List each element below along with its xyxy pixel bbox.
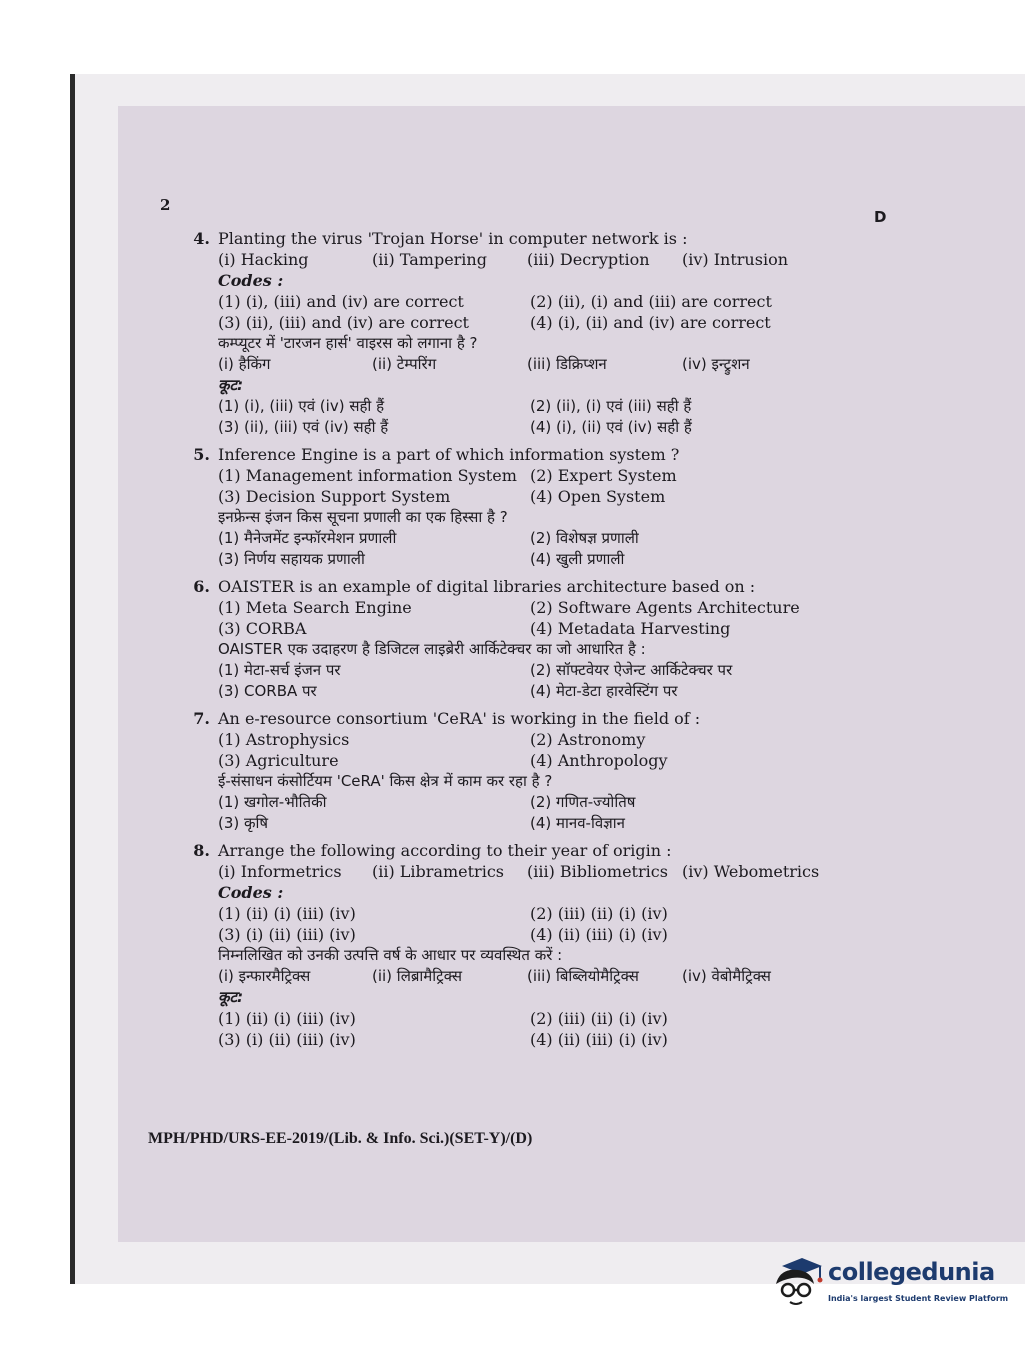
options-en	[218, 618, 820, 639]
code-option: (3) (i) (ii) (iii) (iv)	[218, 1030, 356, 1049]
option: (i) हैकिंग	[218, 355, 271, 373]
codes-row-hi	[218, 396, 820, 417]
code-option: (3) (i) (ii) (iii) (iv)	[218, 925, 356, 944]
set-letter: D	[874, 208, 887, 226]
codes-label: Codes :	[218, 271, 284, 290]
option: (3) निर्णय सहायक प्रणाली	[218, 550, 365, 568]
code-option: (2) (ii), (i) एवं (iii) सही हैं	[530, 397, 692, 415]
option: (3) CORBA	[218, 619, 307, 638]
question-text-en: Arrange the following according to their year of origin :	[218, 841, 672, 860]
graduate-mascot-icon	[772, 1254, 824, 1310]
question-4	[180, 228, 820, 438]
question-text-hi: कम्प्यूटर में 'टारजन हार्स' वाइरस को लगाना है ?	[218, 334, 478, 352]
codes-row	[218, 312, 820, 333]
option: (ii) Tampering	[372, 250, 487, 269]
codes-row-hi	[218, 1008, 820, 1029]
options-en	[218, 597, 820, 618]
question-text-hi: इनफ्रेन्स इंजन किस सूचना प्रणाली का एक हिस्सा है ?	[218, 508, 508, 526]
options-en	[218, 750, 820, 771]
option: (iv) वेबोमैट्रिक्स	[682, 967, 771, 985]
option: (1) Meta Search Engine	[218, 598, 412, 617]
option: (3) कृषि	[218, 814, 269, 832]
option: (1) मेटा-सर्च इंजन पर	[218, 661, 341, 679]
option: (2) Astronomy	[530, 730, 646, 749]
options-hi	[218, 528, 820, 549]
option: (iii) बिब्लियोमैट्रिक्स	[527, 967, 639, 985]
option: (iii) Decryption	[527, 250, 650, 269]
option: (4) Anthropology	[530, 751, 668, 770]
option: (2) Expert System	[530, 466, 677, 485]
option: (ii) टेम्परिंग	[372, 355, 437, 373]
collegedunia-logo[interactable]	[772, 1254, 1009, 1314]
question-number: 6.	[193, 577, 210, 596]
code-option: (1) (i), (iii) and (iv) are correct	[218, 292, 464, 311]
options-hi	[218, 681, 820, 702]
code-option: (2) (ii), (i) and (iii) are correct	[530, 292, 772, 311]
codes-label-hi: कूट:	[218, 988, 244, 1006]
codes-row	[218, 291, 820, 312]
options-en	[218, 486, 820, 507]
codes-row	[218, 903, 820, 924]
code-option: (3) (ii), (iii) एवं (iv) सही हैं	[218, 418, 389, 436]
questions-container	[180, 228, 820, 1050]
options-hi	[218, 354, 820, 375]
question-text-en: An e-resource consortium 'CeRA' is working in the field of :	[218, 709, 701, 728]
question-text-en: Planting the virus 'Trojan Horse' in computer network is :	[218, 229, 688, 248]
option: (3) Agriculture	[218, 751, 339, 770]
code-option: (3) (ii), (iii) and (iv) are correct	[218, 313, 469, 332]
option: (1) Astrophysics	[218, 730, 350, 749]
code-option: (2) (iii) (ii) (i) (iv)	[530, 1009, 668, 1028]
logo-name: collegedunia	[828, 1258, 995, 1286]
options-hi	[218, 966, 820, 987]
paper-code-footer: MPH/PHD/URS-EE-2019/(Lib. & Info. Sci.)(SET-Y)/(D)	[148, 1130, 533, 1147]
question-text-en: Inference Engine is a part of which information system ?	[218, 445, 680, 464]
question-6	[180, 576, 820, 702]
option: (4) मेटा-डेटा हारवेस्टिंग पर	[530, 682, 678, 700]
option: (2) गणित-ज्योतिष	[530, 793, 636, 811]
question-text-en: OAISTER is an example of digital libraries architecture based on :	[218, 577, 756, 596]
question-8	[180, 840, 820, 1050]
option: (iii) Bibliometrics	[527, 862, 668, 881]
option: (3) Decision Support System	[218, 487, 451, 506]
page-number: 2	[160, 196, 171, 214]
question-text-hi: OAISTER एक उदाहरण है डिजिटल लाइब्रेरी आर्किटेक्चर का जो आधारित है :	[218, 640, 646, 658]
option: (ii) लिब्रामैट्रिक्स	[372, 967, 462, 985]
logo-tagline: India's largest Student Review Platform	[828, 1294, 1009, 1303]
options-en	[218, 861, 820, 882]
question-7	[180, 708, 820, 834]
options-hi	[218, 792, 820, 813]
option: (2) विशेषज्ञ प्रणाली	[530, 529, 639, 547]
option: (2) सॉफ्टवेयर ऐजेन्ट आर्किटेक्चर पर	[530, 661, 733, 679]
option: (1) मैनेजमेंट इन्फॉरमेशन प्रणाली	[218, 529, 397, 547]
code-option: (4) (ii) (iii) (i) (iv)	[530, 1030, 668, 1049]
option: (2) Software Agents Architecture	[530, 598, 800, 617]
options-hi	[218, 813, 820, 834]
codes-label-hi: कूट:	[218, 376, 244, 394]
option: (iv) Intrusion	[682, 250, 788, 269]
option: (iii) डिक्रिप्शन	[527, 355, 607, 373]
option: (4) Open System	[530, 487, 666, 506]
option: (i) Hacking	[218, 250, 309, 269]
option: (iv) Webometrics	[682, 862, 820, 881]
question-text-hi: ई-संसाधन कंसोर्टियम 'CeRA' किस क्षेत्र में काम कर रहा है ?	[218, 772, 553, 790]
option: (i) Informetrics	[218, 862, 342, 881]
options-hi	[218, 549, 820, 570]
option: (ii) Librametrics	[372, 862, 504, 881]
option: (3) CORBA पर	[218, 682, 317, 700]
question-text-hi: निम्नलिखित को उनकी उत्पत्ति वर्ष के आधार पर व्यवस्थित करें :	[218, 946, 563, 964]
codes-label: Codes :	[218, 883, 284, 902]
scan-border	[70, 74, 75, 1284]
options-hi	[218, 660, 820, 681]
code-option: (1) (i), (iii) एवं (iv) सही हैं	[218, 397, 385, 415]
options-en	[218, 249, 820, 270]
option: (4) मानव-विज्ञान	[530, 814, 625, 832]
question-5	[180, 444, 820, 570]
option: (1) Management information System	[218, 466, 517, 485]
code-option: (2) (iii) (ii) (i) (iv)	[530, 904, 668, 923]
question-number: 8.	[193, 841, 210, 860]
question-number: 7.	[193, 709, 210, 728]
code-option: (4) (ii) (iii) (i) (iv)	[530, 925, 668, 944]
code-option: (1) (ii) (i) (iii) (iv)	[218, 1009, 356, 1028]
code-option: (4) (i), (ii) एवं (iv) सही हैं	[530, 418, 692, 436]
option: (1) खगोल-भौतिकी	[218, 793, 327, 811]
option: (4) खुली प्रणाली	[530, 550, 625, 568]
code-option: (4) (i), (ii) and (iv) are correct	[530, 313, 771, 332]
codes-row-hi	[218, 417, 820, 438]
option: (4) Metadata Harvesting	[530, 619, 731, 638]
code-option: (1) (ii) (i) (iii) (iv)	[218, 904, 356, 923]
options-en	[218, 465, 820, 486]
option: (iv) इन्ट्रुशन	[682, 355, 750, 373]
codes-row	[218, 924, 820, 945]
question-number: 5.	[193, 445, 210, 464]
codes-row-hi	[218, 1029, 820, 1050]
options-en	[218, 729, 820, 750]
question-number: 4.	[193, 229, 210, 248]
option: (i) इन्फारमैट्रिक्स	[218, 967, 311, 985]
